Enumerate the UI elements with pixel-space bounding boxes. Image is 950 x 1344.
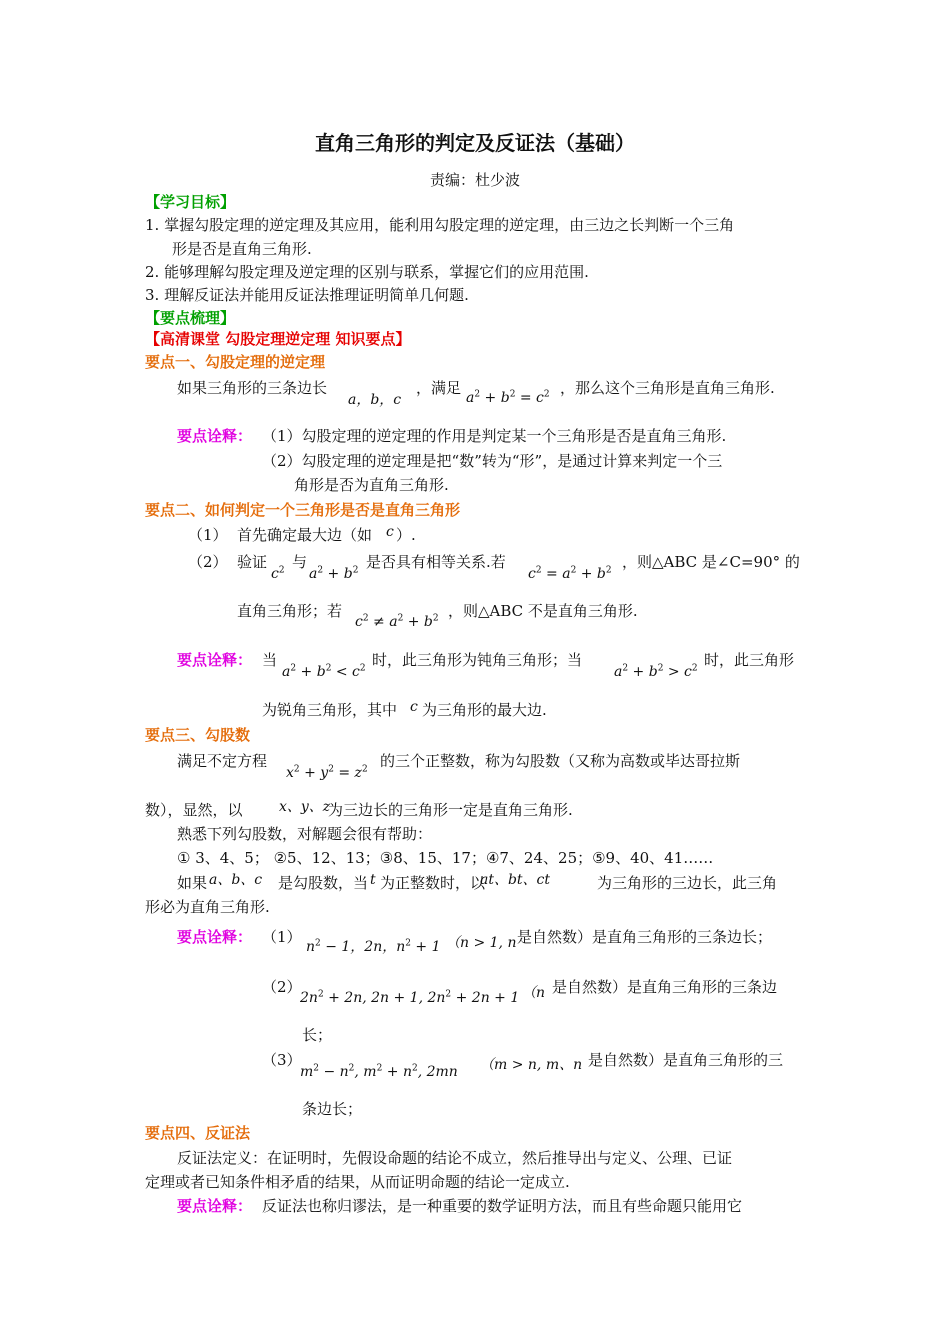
author-line: 责编：杜少波: [429, 171, 520, 189]
point2-formula-a2b2: $a^2 + b^2$: [309, 565, 359, 582]
point3-n3-wrap: 条边长；: [302, 1100, 363, 1118]
point3-p5-vars2: at、bt、ct: [480, 872, 551, 888]
point2-note-b: 时，此三角形为钝角三角形；当: [372, 651, 583, 669]
point2-formula-eq: $c^2 = a^2 + b^2$: [528, 565, 612, 582]
objective-3: 3. 理解反证法并能用反证法推理证明简单几何题.: [145, 286, 469, 304]
point3-p5-d: 为三角形的三边长，此三角: [597, 874, 778, 892]
summary-heading: 【要点梳理】: [145, 309, 236, 327]
point3-n1-cond: （n > 1, n: [446, 935, 517, 951]
point1-note-1: （1）勾股定理的逆定理的作用是判定某一个三角形是否是直角三角形.: [262, 427, 727, 445]
point2-heading: 要点二、如何判定一个三角形是否是直角三角形: [145, 501, 461, 519]
objective-1: 1. 掌握勾股定理的逆定理及其应用，能利用勾股定理的逆定理，由三边之长判断一个三角: [145, 216, 735, 234]
point2-note-var: c: [410, 699, 418, 715]
point2-step2-f: ，则△ABC 不是直角三角形.: [448, 602, 638, 620]
point3-note-label: 要点诠释：: [177, 928, 253, 946]
point2-step1-num: （1）: [188, 526, 228, 544]
point3-p2-b: 为三边长的三角形一定是直角三角形.: [328, 801, 573, 819]
point3-n2-num: （2）: [262, 978, 302, 996]
point2-step1-end: ）.: [396, 526, 416, 544]
point3-heading: 要点三、勾股数: [145, 726, 251, 744]
objective-2: 2. 能够理解勾股定理及逆定理的区别与联系，掌握它们的应用范围.: [145, 263, 589, 281]
point2-note-d: 为锐角三角形，其中: [262, 701, 398, 719]
point4-note-label: 要点诠释：: [177, 1197, 253, 1215]
point1-note-3: 角形是否为直角三角形.: [294, 476, 449, 494]
point2-formula-lt: $a^2 + b^2 < c^2$: [282, 663, 366, 680]
point1-note-label: 要点诠释：: [177, 427, 253, 445]
point2-note-a: 当: [262, 651, 278, 669]
point3-n2-formula: $2n^2 + 2n$, 2n + 1, $2n^2 + 2n + 1$: [300, 989, 520, 1006]
point1-line-c: ，那么这个三角形是直角三角形.: [560, 379, 775, 397]
classroom-tag: 【高清课堂 勾股定理逆定理 知识要点】: [145, 330, 411, 348]
point2-note-c: 时，此三角形: [704, 651, 795, 669]
point3-n1-num: （1）: [262, 928, 302, 946]
point2-step2-c: 是否具有相等关系.若: [366, 553, 506, 571]
point3-p5-a: 如果: [177, 874, 208, 892]
point2-step2-d: ，则△ABC 是∠C=90° 的: [622, 553, 800, 571]
point4-heading: 要点四、反证法: [145, 1124, 251, 1142]
point3-p1-b: 的三个正整数，称为勾股数（又称为高数或毕达哥拉斯: [380, 752, 741, 770]
point3-p3: 熟悉下列勾股数，对解题会很有帮助：: [177, 825, 433, 843]
point2-formula-c2: $c^2$: [271, 565, 285, 582]
point3-n1-end: 是自然数）是直角三角形的三条边长；: [517, 928, 773, 946]
point3-p1-a: 满足不定方程: [177, 752, 268, 770]
point2-step2-num: （2）: [188, 553, 228, 571]
point2-step1-var: c: [386, 524, 394, 540]
point2-formula-gt: $a^2 + b^2 > c^2$: [614, 663, 698, 680]
point3-p5-vars: a、b、c: [209, 872, 263, 888]
point3-formula-xyz: $x^2 + y^2 = z^2$: [286, 764, 368, 781]
point1-note-2: （2）勾股定理的逆定理是把“数”转为“形”，是通过计算来判定一个三: [262, 452, 723, 470]
point3-p2-a: 数），显然，以: [145, 801, 243, 819]
point3-n1-formula: $n^2 - 1$，2n，$n^2 + 1$: [306, 938, 441, 955]
point2-note-e: 为三角形的最大边.: [422, 701, 547, 719]
point2-formula-neq: $c^2 \ne a^2 + b^2$: [355, 613, 439, 630]
point3-p2-vars: x、y、z: [279, 799, 331, 815]
point2-note-label: 要点诠释：: [177, 651, 253, 669]
point4-note: 反证法也称归谬法，是一种重要的数学证明方法，而且有些命题只能用它: [262, 1197, 743, 1215]
point4-p1: 反证法定义：在证明时，先假设命题的结论不成立，然后推导出与定义、公理、已证: [177, 1149, 733, 1167]
point3-p6: 形必为直角三角形.: [145, 898, 270, 916]
point3-p5-c: 为正整数时，以: [380, 874, 486, 892]
point1-formula: $a^2 + b^2 = c^2$: [466, 389, 550, 406]
point1-line-b: ，满足: [416, 379, 462, 397]
point1-vars: a，b，c: [348, 392, 402, 408]
point3-p5-t: t: [370, 872, 376, 888]
point2-step1: 首先确定最大边（如: [237, 526, 373, 544]
point1-heading: 要点一、勾股定理的逆定理: [145, 353, 326, 371]
point3-n3-cond: （m > n, m、n: [480, 1057, 583, 1073]
point3-n2-wrap: 长；: [302, 1026, 333, 1044]
objective-1-wrap: 形是否是直角三角形.: [172, 240, 312, 258]
point3-n3-formula: $m^2 - n^2$, $m^2 + n^2$, 2mn: [300, 1063, 458, 1080]
point1-line-a: 如果三角形的三条边长: [177, 379, 328, 397]
point2-step2-b: 与: [292, 553, 308, 571]
point3-n3-num: （3）: [262, 1051, 302, 1069]
point2-step2-a: 验证: [237, 553, 268, 571]
point4-p2: 定理或者已知条件相矛盾的结果，从而证明命题的结论一定成立.: [145, 1173, 570, 1191]
point3-n2-cond: （n: [522, 985, 546, 1001]
objectives-heading: 【学习目标】: [145, 193, 236, 211]
point3-n3-end: 是自然数）是直角三角形的三: [588, 1051, 784, 1069]
point3-n2-end: 是自然数）是直角三角形的三条边: [552, 978, 778, 996]
point3-p4: ① 3、4、5； ②5、12、13；③8、15、17；④7、24、25；⑤9、40、41……: [177, 849, 714, 867]
point2-step2-e: 直角三角形；若: [237, 602, 343, 620]
page-title: 直角三角形的判定及反证法（基础）: [315, 131, 635, 155]
point3-p5-b: 是勾股数，当: [278, 874, 369, 892]
